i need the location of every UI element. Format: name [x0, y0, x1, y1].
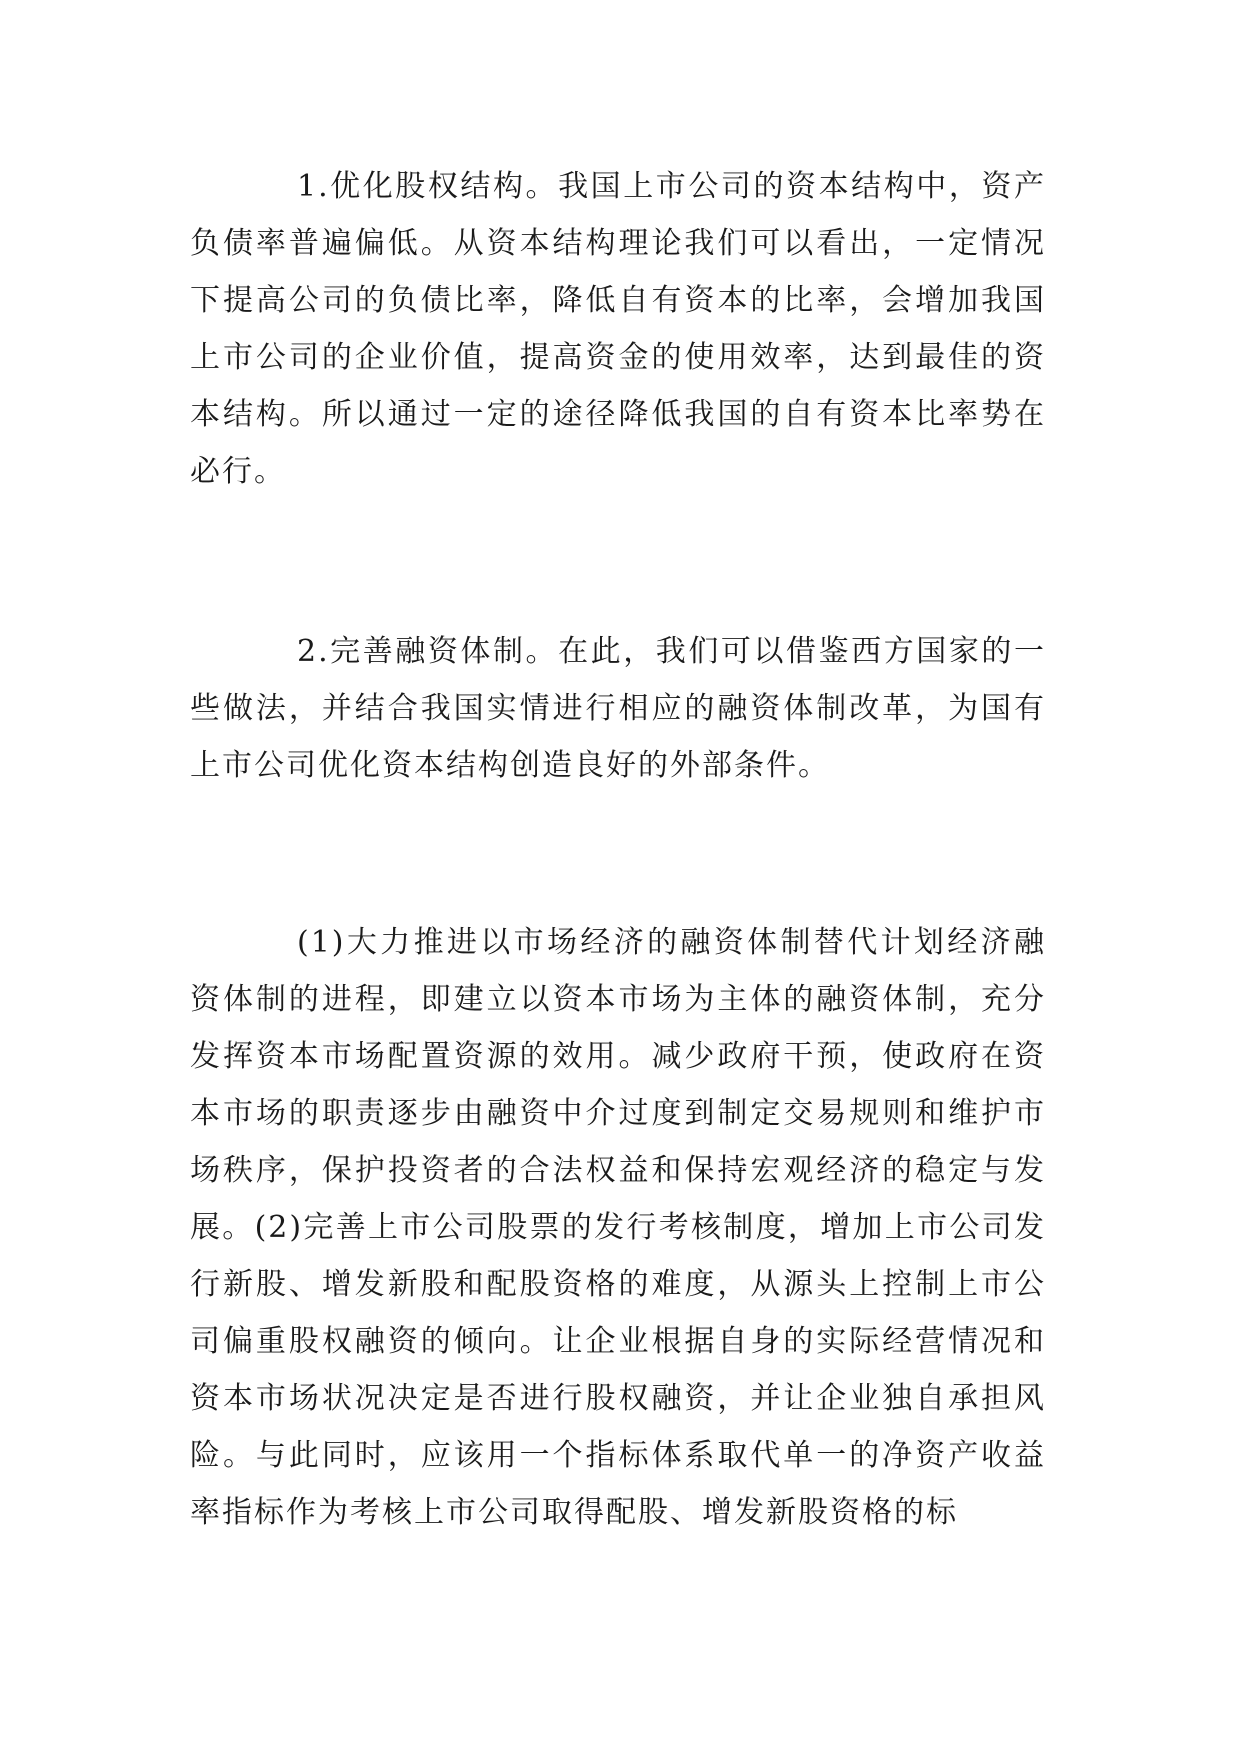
- paragraph-optimize-equity-structure: 1.优化股权结构。我国上市公司的资本结构中，资产负债率普遍偏低。从资本结构理论我们可以看出，一定情况下提高公司的负债比率，降低自有资本的比率，会增加我国上市公司的企业价值，提高资金的使用效率，达到最佳的资本结构。所以通过一定的途径降低我国的自有资本比率势在必行。: [190, 169, 1046, 489]
- paragraph-improve-financing-system: 2.完善融资体制。在此，我们可以借鉴西方国家的一些做法，并结合我国实情进行相应的融资体制改革，为国有上市公司优化资本结构创造良好的外部条件。: [190, 634, 1046, 783]
- paragraph-financing-reform-details: (1)大力推进以市场经济的融资体制替代计划经济融资体制的进程，即建立以资本市场为主体的融资体制，充分发挥资本市场配置资源的效用。减少政府干预，使政府在资本市场的职责逐步由融资中介过度到制定交易规则和维护市场秩序，保护投资者的合法权益和保持宏观经济的稳定与发展。(2)完善上市公司股票的发行考核制度，增加上市公司发行新股、增发新股和配股资格的难度，从源头上控制上市公司偏重股权融资的倾向。让企业根据自身的实际经营情况和资本市场状况决定是否进行股权融资，并让企业独自承担风险。与此同时，应该用一个指标体系取代单一的净资产收益率指标作为考核上市公司取得配股、增发新股资格的标: [190, 925, 1046, 1530]
